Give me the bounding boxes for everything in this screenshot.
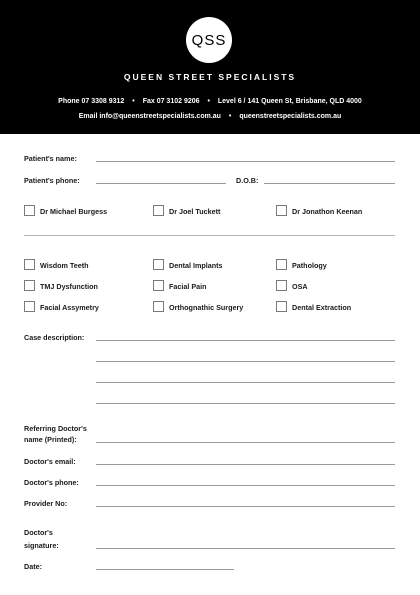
referring-doctor-label-2: name (Printed):	[24, 435, 77, 444]
website: queenstreetspecialists.com.au	[239, 113, 342, 120]
address: Level 6 / 141 Queen St, Brisbane, QLD 4000	[217, 98, 362, 105]
case-description-label: Case description:	[24, 333, 85, 342]
doctor-label: Dr Michael Burgess	[40, 207, 108, 216]
doctor-signature-label-1: Doctor's	[24, 528, 53, 537]
fax-number: Fax 07 3102 9206	[142, 98, 200, 105]
procedure-label: Facial Assymetry	[40, 303, 99, 312]
doctor-phone-field[interactable]	[96, 485, 395, 486]
procedure-checkbox[interactable]	[276, 280, 287, 291]
procedure-checkbox[interactable]	[276, 259, 287, 270]
patient-phone-label: Patient's phone:	[24, 176, 80, 185]
procedure-label: Dental Extraction	[292, 303, 352, 312]
date-label: Date:	[24, 562, 42, 571]
separator: •	[228, 113, 232, 120]
procedure-label: Dental Implants	[169, 261, 223, 270]
case-description-line[interactable]	[96, 403, 395, 404]
doctor-signature-field[interactable]	[96, 548, 395, 549]
doctor-email-field[interactable]	[96, 464, 395, 465]
procedure-checkbox[interactable]	[153, 280, 164, 291]
procedure-checkbox[interactable]	[153, 301, 164, 312]
doctor-checkbox[interactable]	[153, 205, 164, 216]
patient-name-label: Patient's name:	[24, 154, 77, 163]
brand-name: QUEEN STREET SPECIALISTS	[123, 72, 297, 82]
doctor-label: Dr Joel Tuckett	[169, 207, 221, 216]
referring-doctor-name-field[interactable]	[96, 442, 395, 443]
case-description-line[interactable]	[96, 361, 395, 362]
doctor-checkbox[interactable]	[276, 205, 287, 216]
referring-doctor-label-1: Referring Doctor's	[24, 424, 87, 433]
procedure-label: Orthognathic Surgery	[169, 303, 244, 312]
doctor-phone-label: Doctor's phone:	[24, 478, 79, 487]
procedure-label: OSA	[292, 282, 308, 291]
case-description-line[interactable]	[96, 340, 395, 341]
doctor-label: Dr Jonathon Keenan	[292, 207, 363, 216]
procedure-checkbox[interactable]	[276, 301, 287, 312]
procedure-checkbox[interactable]	[24, 301, 35, 312]
procedure-checkbox[interactable]	[24, 259, 35, 270]
procedure-label: Facial Pain	[169, 282, 207, 291]
procedure-checkbox[interactable]	[153, 259, 164, 270]
doctor-signature-label-2: signature:	[24, 541, 59, 550]
doctor-email-label: Doctor's email:	[24, 457, 76, 466]
separator: •	[207, 98, 210, 105]
procedure-label: Pathology	[292, 261, 327, 270]
contact-line-1	[0, 98, 420, 105]
procedure-checkbox[interactable]	[24, 280, 35, 291]
phone-number: Phone 07 3308 9312	[58, 98, 125, 105]
doctor-checkbox[interactable]	[24, 205, 35, 216]
case-description-line[interactable]	[96, 382, 395, 383]
letterhead	[0, 0, 420, 134]
qss-logo: QSS	[186, 17, 232, 63]
provider-number-field[interactable]	[96, 506, 395, 507]
patient-phone-field[interactable]	[96, 183, 226, 184]
dob-field[interactable]	[264, 183, 395, 184]
procedure-label: TMJ Dysfunction	[40, 282, 98, 291]
section-divider	[24, 235, 395, 236]
provider-number-label: Provider No:	[24, 499, 68, 508]
contact-line-2	[0, 113, 420, 120]
dob-label: D.O.B:	[236, 176, 259, 185]
email-address: Email info@queenstreetspecialists.com.au	[78, 113, 221, 120]
patient-name-field[interactable]	[96, 161, 395, 162]
date-field[interactable]	[96, 569, 234, 570]
separator: •	[132, 98, 135, 105]
procedure-label: Wisdom Teeth	[40, 261, 89, 270]
